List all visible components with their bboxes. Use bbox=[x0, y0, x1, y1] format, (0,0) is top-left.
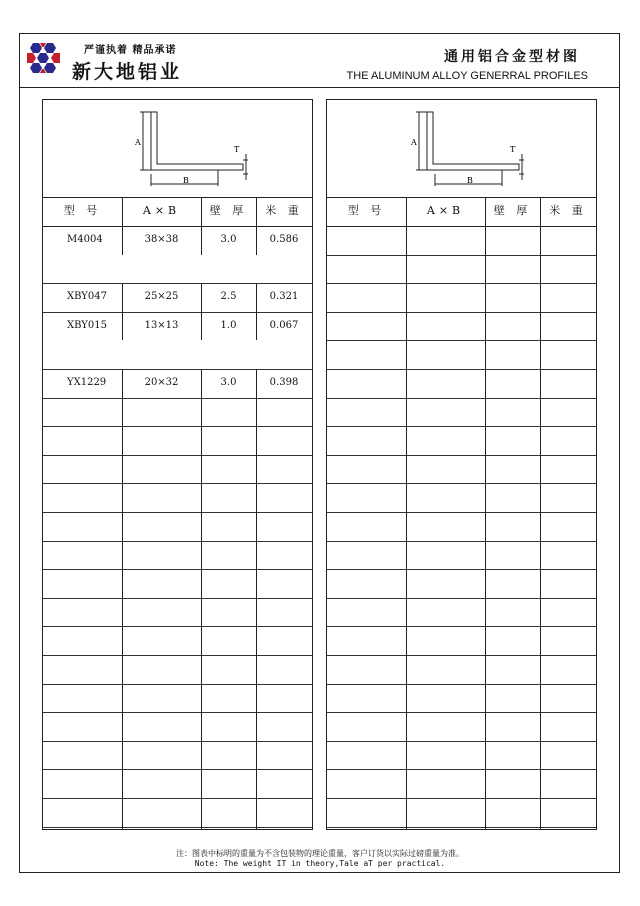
table-row bbox=[327, 569, 596, 599]
cell-thickness: 2.5 bbox=[220, 291, 237, 303]
page-title-en: THE ALUMINUM ALLOY GENERRAL PROFILES bbox=[346, 70, 588, 82]
table-row bbox=[327, 712, 596, 742]
table-row bbox=[327, 398, 596, 428]
table-row bbox=[43, 455, 312, 485]
col-header-thickness-right: 壁 厚 bbox=[493, 204, 532, 217]
table-header bbox=[43, 197, 312, 227]
table-row bbox=[43, 226, 312, 256]
column-divider bbox=[256, 197, 257, 829]
col-header-thickness: 壁 厚 bbox=[209, 204, 248, 217]
table-row bbox=[327, 369, 596, 399]
table-row bbox=[327, 455, 596, 485]
profile-table-left bbox=[42, 99, 313, 830]
cell-model: XBY047 bbox=[67, 291, 107, 303]
header-divider bbox=[19, 87, 620, 88]
table-row bbox=[327, 340, 596, 370]
column-divider bbox=[406, 197, 407, 829]
cell-thickness: 3.0 bbox=[220, 234, 237, 245]
dim-label-a-right: A bbox=[411, 138, 417, 147]
cell-weight: 0.586 bbox=[269, 234, 299, 245]
table-row bbox=[327, 426, 596, 456]
table-row bbox=[43, 255, 312, 285]
cell-thickness: 1.0 bbox=[220, 319, 237, 331]
dim-label-b-right: B bbox=[467, 176, 473, 185]
table-row bbox=[327, 541, 596, 571]
table-row bbox=[43, 569, 312, 599]
table-row bbox=[327, 769, 596, 799]
table-row bbox=[43, 426, 312, 456]
table-row bbox=[43, 684, 312, 714]
cell-size: 20×32 bbox=[144, 377, 179, 388]
table-row bbox=[327, 512, 596, 542]
column-divider bbox=[485, 197, 486, 829]
table-row bbox=[327, 483, 596, 513]
table-row bbox=[43, 712, 312, 742]
table-row bbox=[327, 684, 596, 714]
profile-table-right bbox=[326, 99, 597, 830]
dim-label-b: B bbox=[183, 176, 189, 185]
column-divider bbox=[540, 197, 541, 829]
angle-profile-diagram-right bbox=[327, 100, 596, 198]
company-logo-icon bbox=[27, 43, 61, 73]
col-header-size-right: A×B bbox=[426, 204, 465, 217]
col-header-weight: 米 重 bbox=[265, 204, 303, 217]
angle-profile-diagram bbox=[43, 100, 312, 198]
page-title-cn: 通用铝合金型材图 bbox=[444, 49, 580, 65]
table-row bbox=[327, 312, 596, 342]
angle-profile-drawing bbox=[43, 100, 312, 196]
cell-thickness: 3.0 bbox=[220, 377, 237, 388]
col-header-model-right: 型 号 bbox=[347, 204, 386, 217]
table-row bbox=[43, 483, 312, 513]
table-row bbox=[327, 255, 596, 285]
table-row bbox=[43, 741, 312, 771]
angle-profile-drawing-right bbox=[327, 100, 596, 196]
table-row bbox=[43, 369, 312, 399]
dim-label-a: A bbox=[135, 138, 141, 147]
table-row bbox=[43, 626, 312, 656]
table-row bbox=[43, 798, 312, 828]
table-row bbox=[43, 283, 312, 313]
table-row bbox=[43, 541, 312, 571]
table-row bbox=[327, 798, 596, 828]
table-row bbox=[327, 655, 596, 685]
table-row bbox=[327, 626, 596, 656]
table-row bbox=[43, 312, 312, 342]
table-row bbox=[43, 512, 312, 542]
table-header-right bbox=[327, 197, 596, 227]
cell-model: M4004 bbox=[67, 234, 103, 245]
cell-model: YX1229 bbox=[67, 377, 107, 388]
table-row bbox=[327, 598, 596, 628]
footer-note-cn: 注：图表中标明的重量为不含包装物的理论重量，客户订货以实际过磅重量为准。 bbox=[176, 849, 464, 858]
cell-weight: 0.321 bbox=[269, 291, 299, 303]
table-row bbox=[43, 769, 312, 799]
table-row bbox=[43, 655, 312, 685]
col-header-weight-right: 米 重 bbox=[549, 204, 587, 217]
company-name: 新大地铝业 bbox=[72, 61, 183, 83]
column-divider bbox=[201, 197, 202, 829]
col-header-size: A×B bbox=[142, 204, 181, 217]
table-row bbox=[43, 340, 312, 370]
company-slogan: 严谨执着 精品承诺 bbox=[84, 45, 177, 56]
footer-note-en: Note: The weight IT in theory,Tale aT per practical. bbox=[194, 859, 446, 868]
column-divider bbox=[122, 197, 123, 829]
cell-model: XBY015 bbox=[67, 319, 107, 331]
table-row bbox=[43, 398, 312, 428]
col-header-model: 型 号 bbox=[63, 204, 102, 217]
table-row bbox=[327, 741, 596, 771]
table-row bbox=[327, 226, 596, 256]
dim-label-t-right: T bbox=[510, 145, 516, 154]
dim-label-t: T bbox=[234, 145, 240, 154]
cell-size: 38×38 bbox=[144, 234, 179, 245]
table-row bbox=[43, 598, 312, 628]
cell-size: 25×25 bbox=[144, 291, 179, 303]
cell-weight: 0.398 bbox=[269, 377, 299, 388]
cell-weight: 0.067 bbox=[269, 319, 299, 331]
table-row bbox=[327, 283, 596, 313]
cell-size: 13×13 bbox=[144, 319, 179, 331]
